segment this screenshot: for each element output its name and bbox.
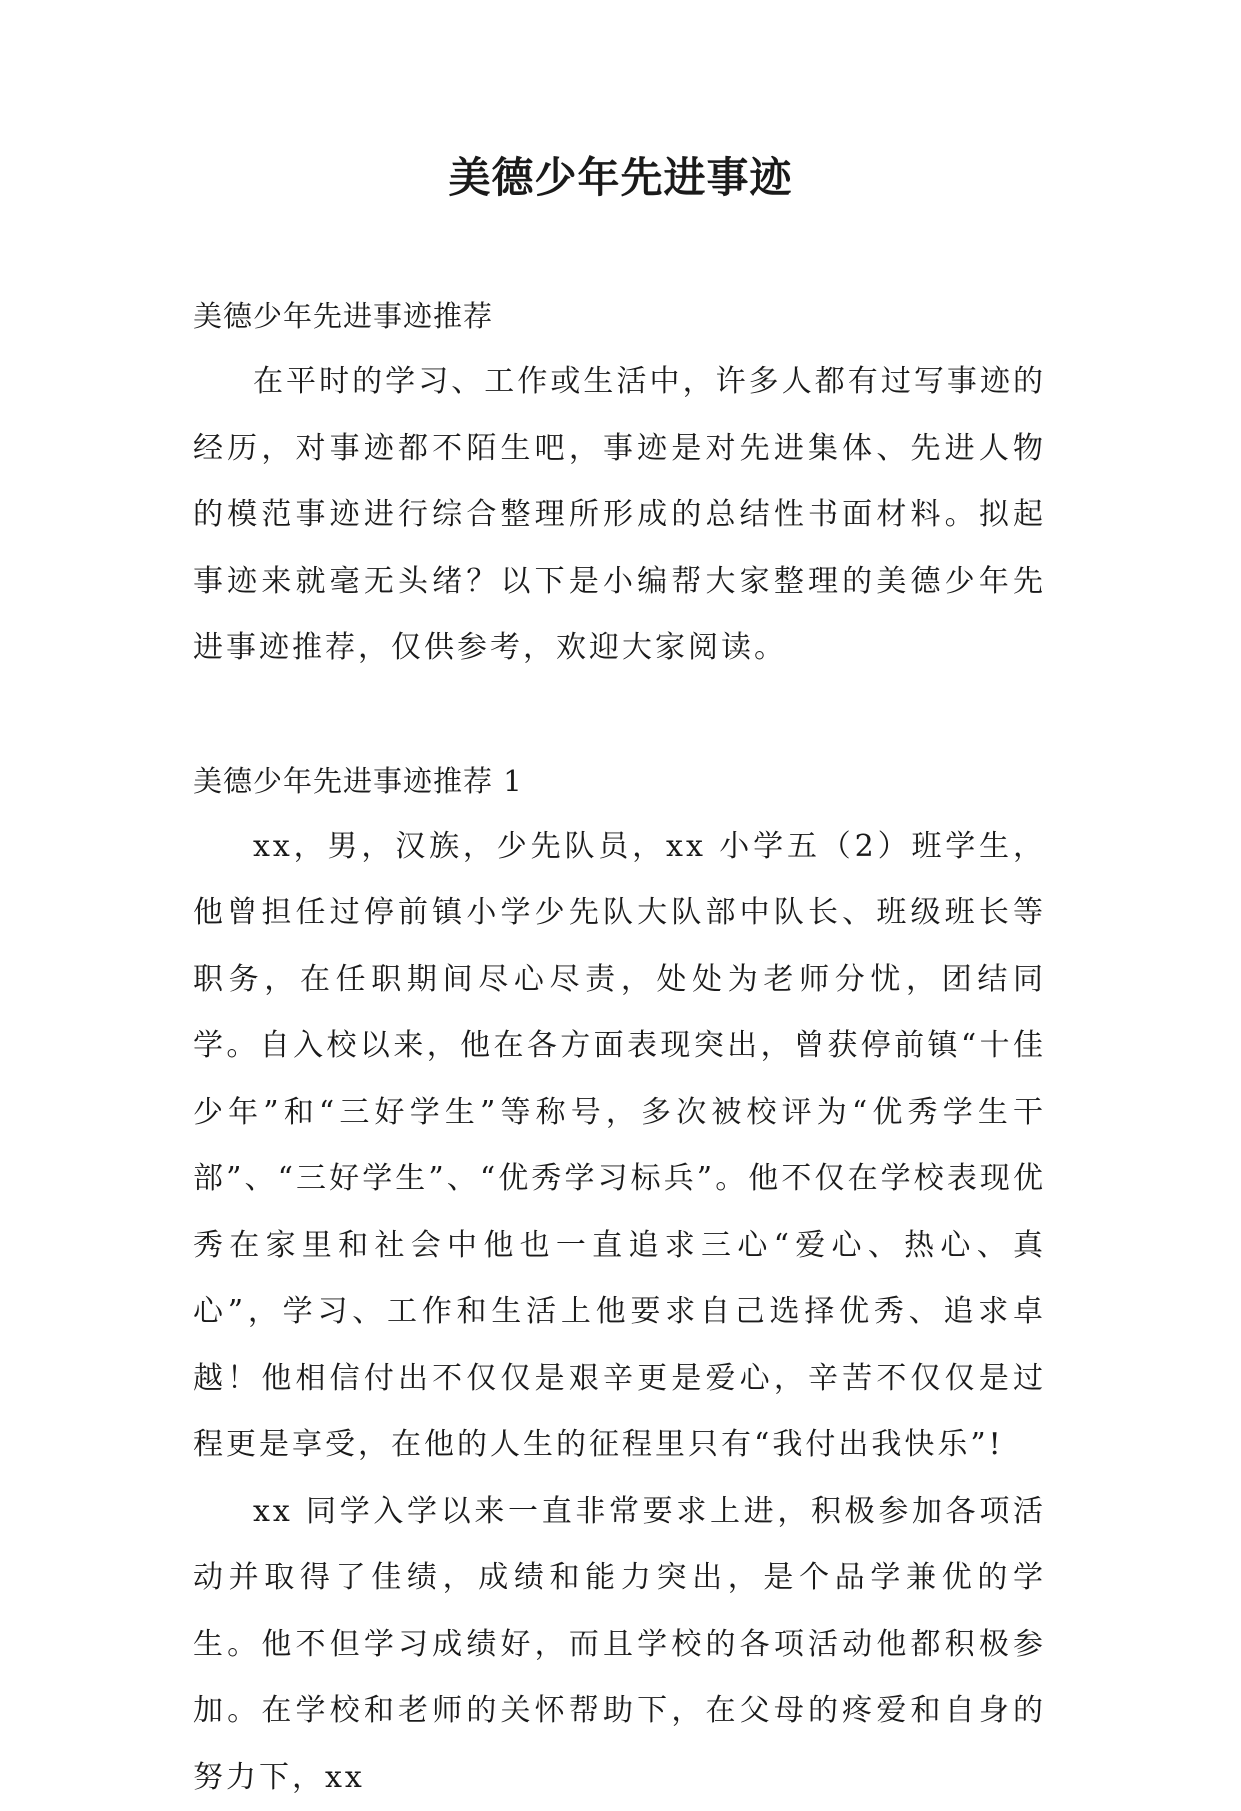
document-body (193, 283, 1046, 1811)
section-heading: 美德少年先进事迹推荐 1 (193, 748, 1046, 814)
section-heading: 美德少年先进事迹推荐 (193, 283, 1046, 349)
body-paragraph: xx 同学入学以来一直非常要求上进，积极参加各项活动并取得了佳绩，成绩和能力突出，是个品学兼优的学生。他不但学习成绩好，而且学校的各项活动他都积极参加。在学校和老师的关怀帮助下，在父母的疼爱和自身的努力下，xx (193, 1479, 1046, 1811)
document-title: 美德少年先进事迹 (0, 148, 1241, 208)
body-paragraph: xx，男，汉族，少先队员，xx 小学五（2）班学生，他曾担任过停前镇小学少先队大队部中队长、班级班长等职务，在任职期间尽心尽责，处处为老师分忧，团结同学。自入校以来，他在各方面表现突出，曾获停前镇“十佳少年”和“三好学生”等称号，多次被校评为“优秀学生干部”、“三好学生”、“优秀学习标兵”。他不仅在学校表现优秀在家里和社会中他也一直追求三心“爱心、热心、真心”，学习、工作和生活上他要求自己选择优秀、追求卓越！他相信付出不仅仅是艰辛更是爱心，辛苦不仅仅是过程更是享受，在他的人生的征程里只有“我付出我快乐”! (193, 814, 1046, 1479)
intro-paragraph: 在平时的学习、工作或生活中，许多人都有过写事迹的经历，对事迹都不陌生吧，事迹是对先进集体、先进人物的模范事迹进行综合整理所形成的总结性书面材料。拟起事迹来就毫无头绪？以下是小编帮大家整理的美德少年先进事迹推荐，仅供参考，欢迎大家阅读。 (193, 349, 1046, 682)
section-spacer (193, 682, 1046, 748)
